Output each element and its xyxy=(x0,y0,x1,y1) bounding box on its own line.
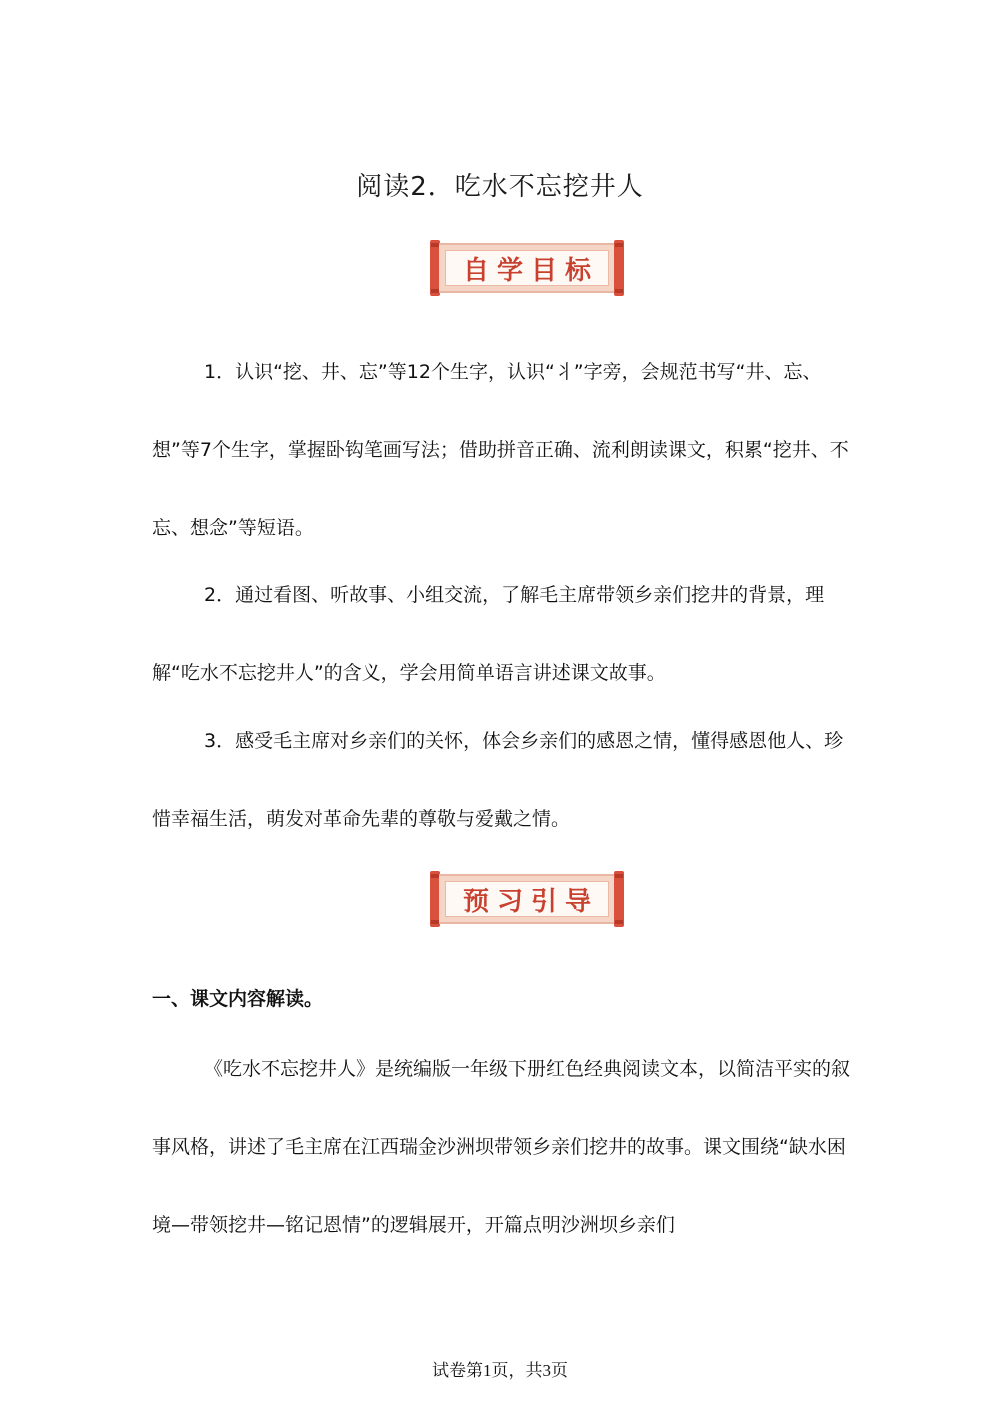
preview-banner xyxy=(430,871,624,927)
goal-item-1: 1．认识“挖、井、忘”等12个生字，认识“丬”字旁，会规范书写“井、忘、想”等7个生字，掌握卧钩笔画写法；借助拼音正确、流利朗读课文，积累“挖井、不忘、想念”等短语。 xyxy=(152,361,849,539)
section-heading: 一、课文内容解读。 xyxy=(152,988,324,1010)
goal-item-2: 2．通过看图、听故事、小组交流，了解毛主席带领乡亲们挖井的背景，理解“吃水不忘挖井人”的含义，学会用简单语言讲述课文故事。 xyxy=(152,584,825,684)
scroll-rod-right xyxy=(614,871,624,927)
scroll-rod-right xyxy=(614,240,624,296)
goal-item-3: 3．感受毛主席对乡亲们的关怀，体会乡亲们的感恩之情，懂得感恩他人、珍惜幸福生活，萌发对革命先辈的尊敬与爱戴之情。 xyxy=(152,730,844,830)
goals-banner xyxy=(430,240,624,296)
goals-banner-label: 自学目标 xyxy=(462,255,599,286)
scroll-body xyxy=(439,243,615,293)
section-paragraph: 《吃水不忘挖井人》是统编版一年级下册红色经典阅读文本，以简洁平实的叙事风格，讲述了毛主席在江西瑞金沙洲坝带领乡亲们挖井的故事。课文围绕“缺水困境—带领挖井—铭记恩情”的逻辑展开，开篇点明沙洲坝乡亲们 xyxy=(152,1058,851,1236)
page-footer: 试卷第1页，共3页 xyxy=(432,1361,568,1380)
page-title: 阅读2．吃水不忘挖井人 xyxy=(356,172,644,202)
scroll-body xyxy=(439,874,615,924)
preview-banner-label: 预习引导 xyxy=(462,886,599,917)
